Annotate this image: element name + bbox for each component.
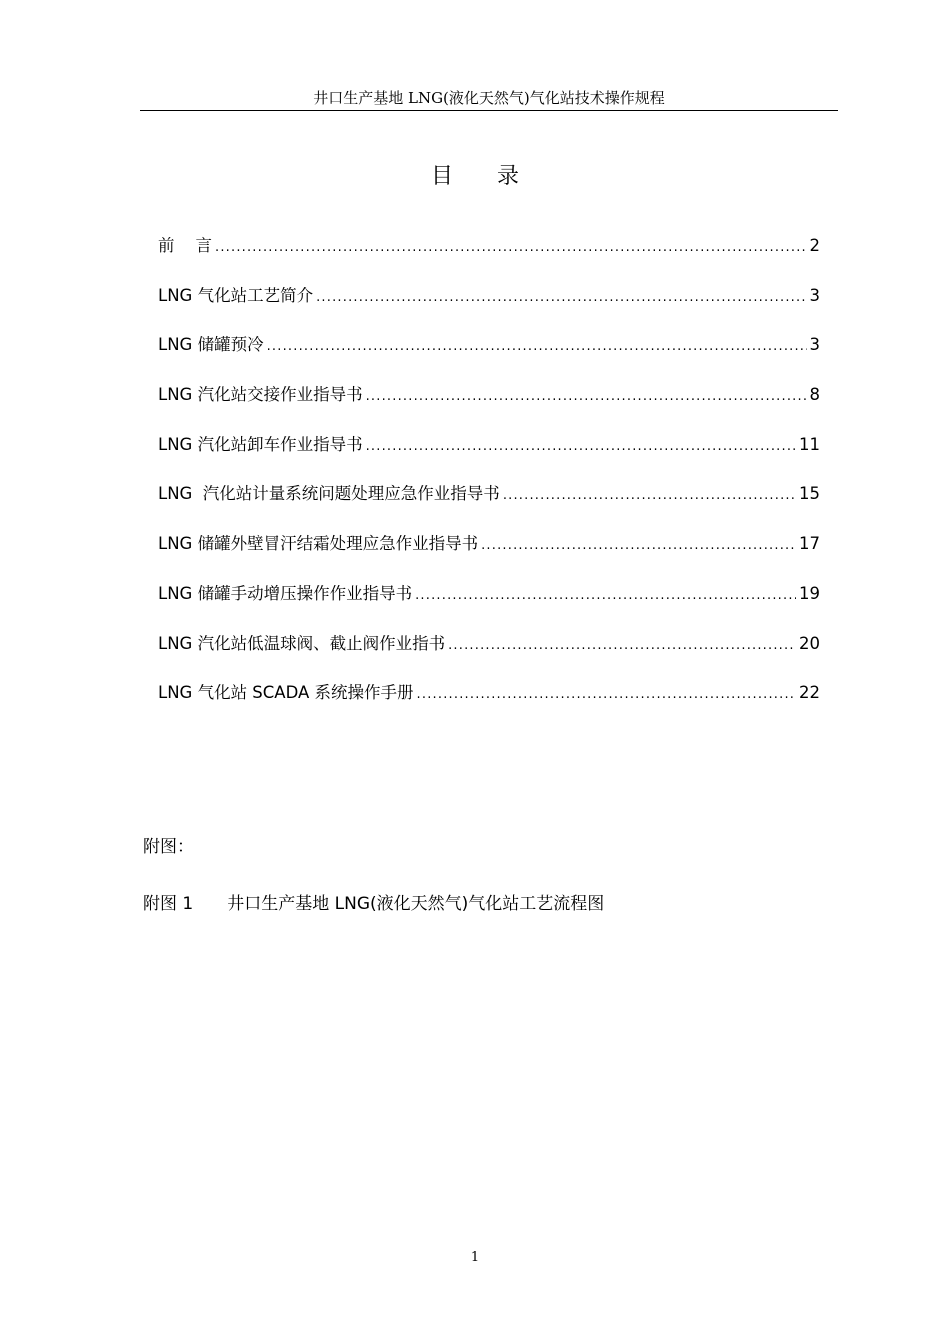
dot-leader: [481, 538, 796, 553]
toc-entry-label: LNG 汽化站计量系统问题处理应急作业指导书: [158, 484, 500, 504]
toc-entry-page: 8: [809, 385, 820, 405]
toc-entry[interactable]: [158, 282, 820, 332]
toc-entry-label: LNG 储罐外壁冒汗结霜处理应急作业指导书: [158, 534, 479, 554]
page-number: 1: [470, 1250, 480, 1265]
dot-leader: [415, 588, 796, 603]
dot-leader: [503, 488, 796, 503]
toc-entry[interactable]: [158, 679, 820, 729]
toc-entry[interactable]: [158, 232, 820, 282]
toc-entry-label: LNG 汽化站交接作业指导书: [158, 385, 363, 405]
toc-entry[interactable]: [158, 331, 820, 381]
dot-leader: [267, 339, 807, 354]
toc-entry-label: LNG 储罐手动增压操作作业指导书: [158, 583, 413, 603]
toc-entry[interactable]: [158, 630, 820, 680]
appendix-item-title: 井口生产基地 LNG(液化天然气)气化站工艺流程图: [227, 894, 605, 914]
dot-leader: [316, 290, 806, 305]
toc-entry-label: LNG 储罐预冷: [158, 335, 264, 355]
toc-entry-page: 19: [799, 583, 820, 603]
toc-entry-page: 20: [799, 633, 820, 653]
toc-entry[interactable]: [158, 381, 820, 431]
appendix-item-number: 附图 1: [143, 894, 194, 914]
appendix-item: [143, 889, 604, 914]
running-header: 井口生产基地 LNG(液化天然气)气化站技术操作规程: [313, 89, 665, 107]
dot-leader: [417, 687, 796, 702]
toc-entry-label: LNG 气化站 SCADA 系统操作手册: [158, 683, 414, 703]
toc-entry-page: 3: [809, 335, 820, 355]
toc-title: 目录: [430, 164, 563, 189]
toc-entry-page: 15: [799, 484, 820, 504]
toc-entry-label: LNG 汽化站低温球阀、截止阀作业指书: [158, 633, 446, 653]
toc-entry-label: 前 言: [158, 236, 212, 255]
dot-leader: [366, 389, 807, 404]
toc-entry-page: 3: [809, 285, 820, 305]
appendix-heading: 附图：: [143, 837, 194, 857]
toc-entry[interactable]: [158, 431, 820, 481]
toc-entry-page: 22: [799, 683, 820, 703]
dot-leader: [448, 638, 796, 653]
toc-entry[interactable]: [158, 480, 820, 530]
toc-entry-label: LNG 汽化站卸车作业指导书: [158, 434, 363, 454]
toc-entry[interactable]: [158, 530, 820, 580]
toc-entry[interactable]: [158, 580, 820, 630]
toc-entry-label: LNG 气化站工艺简介: [158, 285, 314, 305]
header-rule: [140, 110, 838, 111]
toc-entry-page: 2: [809, 236, 820, 255]
toc-entry-page: 11: [799, 434, 820, 454]
table-of-contents: [158, 232, 820, 729]
dot-leader: [215, 240, 807, 255]
dot-leader: [366, 439, 796, 454]
toc-entry-page: 17: [799, 534, 820, 554]
